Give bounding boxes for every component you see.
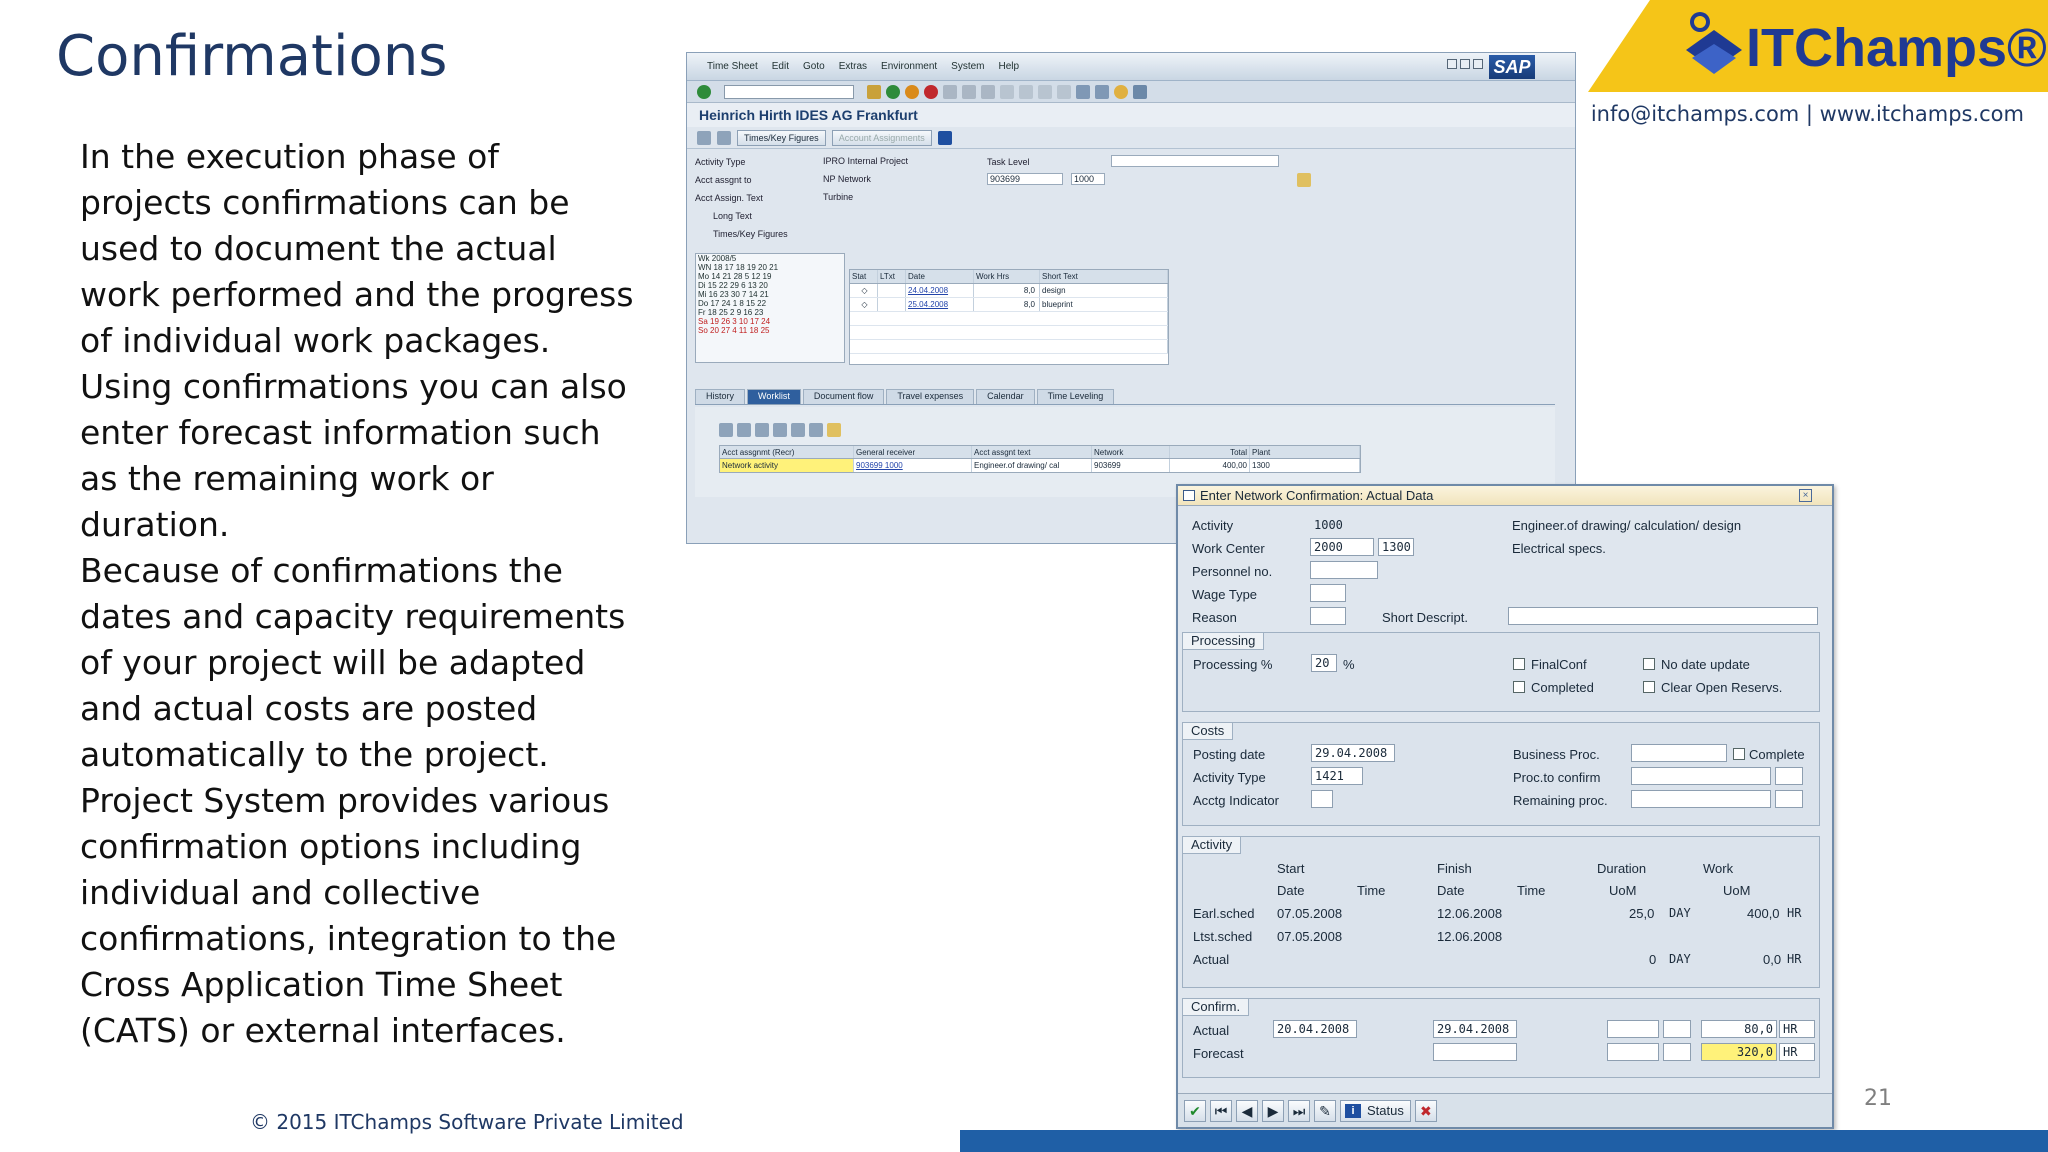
costs-group-title: Costs (1182, 722, 1233, 740)
processing-pct-label: Processing % (1193, 657, 1273, 672)
acct-assgnt-label: Acct assgnt to (695, 175, 752, 185)
grid-cell: ◇ (850, 298, 878, 311)
duration-uom-header: UoM (1609, 883, 1637, 898)
next-record-icon[interactable]: ▶ (1262, 1100, 1284, 1122)
grid-header-cell: Date (906, 270, 974, 283)
sap-logo: SAP (1489, 55, 1535, 79)
find-icon[interactable] (962, 85, 976, 99)
command-field[interactable] (724, 85, 854, 99)
worklist-cell[interactable]: 400,00 (1170, 459, 1250, 472)
wage-type-field[interactable] (1310, 584, 1346, 602)
task-level-field[interactable] (1111, 155, 1279, 167)
cost-activity-type-field[interactable]: 1421 (1311, 767, 1363, 785)
grid-cell[interactable] (850, 326, 1168, 339)
find-icon[interactable] (755, 423, 769, 437)
clear-open-reservs-label: Clear Open Reservs. (1661, 680, 1783, 695)
acctg-indicator-field[interactable] (1311, 790, 1333, 808)
completed-checkbox[interactable] (1513, 681, 1525, 693)
menu-goto[interactable]: Goto (803, 61, 825, 72)
copyright: © 2015 ITChamps Software Private Limited (250, 1110, 684, 1134)
worklist-header-cell: Acct assgnt text (972, 446, 1092, 458)
proc-to-confirm-unit-field[interactable] (1775, 767, 1803, 785)
duration-header: Duration (1597, 861, 1647, 876)
grid-header-cell: Short Text (1040, 270, 1168, 283)
activity-dates-group (1182, 836, 1820, 988)
enter-icon[interactable] (697, 85, 711, 99)
menu-help[interactable]: Help (998, 61, 1020, 72)
confirm-group (1182, 998, 1820, 1078)
earl-sched-duration: 25,0 (1629, 906, 1655, 921)
remaining-proc-field[interactable] (1631, 790, 1771, 808)
posting-date-field[interactable]: 29.04.2008 (1311, 744, 1395, 762)
grid-header-cell: Stat (850, 270, 878, 283)
worklist-cell[interactable]: 1300 (1250, 459, 1360, 472)
slide-title: Confirmations (56, 24, 448, 89)
earl-sched-work: 400,0 (1747, 906, 1780, 921)
personnel-label: Personnel no. (1192, 564, 1273, 579)
dialog-footer-toolbar (1178, 1093, 1832, 1127)
checkmark-icon[interactable]: ✔ (1184, 1100, 1206, 1122)
sap-timesheet-window (686, 52, 1576, 544)
save-icon[interactable] (867, 85, 881, 99)
grid-cell[interactable]: 24.04.2008 (906, 284, 974, 297)
previous-record-icon[interactable]: ◀ (1236, 1100, 1258, 1122)
plant-field[interactable]: 1300 (1378, 538, 1414, 556)
shortcut-icon[interactable] (1095, 85, 1109, 99)
calendar-row: Di 15 22 29 6 13 20 (698, 281, 768, 290)
grid-cell[interactable]: 8,0 (974, 284, 1040, 297)
forecast-duration-uom-field[interactable] (1663, 1043, 1691, 1061)
actual-duration-uom-field[interactable] (1663, 1020, 1691, 1038)
last-record-icon[interactable]: ⏭ (1288, 1100, 1310, 1122)
table-row[interactable] (850, 340, 1168, 354)
minimize-icon[interactable] (1447, 59, 1457, 69)
copy-icon[interactable] (717, 131, 731, 145)
dialog-title: Enter Network Confirmation: Actual Data (1200, 488, 1434, 503)
calendar-row: Sa 19 26 3 10 17 24 (698, 317, 771, 326)
forecast-finish-date-field[interactable] (1433, 1043, 1517, 1061)
acct-network-field[interactable]: 903699 (987, 173, 1063, 185)
short-descript-label: Short Descript. (1382, 610, 1468, 625)
dialog-titlebar (1178, 486, 1832, 506)
footer-bar (960, 1130, 2048, 1152)
calendar-row: So 20 27 4 11 18 25 (698, 326, 770, 335)
worklist-toolbar (719, 423, 841, 437)
print-icon[interactable] (737, 423, 751, 437)
task-level-label: Task Level (987, 157, 1030, 167)
status-button[interactable] (1340, 1100, 1411, 1122)
actual-start-date-field[interactable]: 20.04.2008 (1273, 1020, 1357, 1038)
earl-sched-duration-uom: DAY (1669, 906, 1691, 920)
grid-cell[interactable]: design (1040, 284, 1168, 297)
activity-label: Activity (1192, 518, 1234, 533)
earl-sched-start: 07.05.2008 (1277, 906, 1343, 921)
finish-time-header: Time (1517, 883, 1546, 898)
activity-value: 1000 (1314, 518, 1343, 532)
next-page-icon[interactable] (1038, 85, 1052, 99)
grid-cell: ◇ (850, 284, 878, 297)
actual-label: Actual (1193, 952, 1230, 967)
forecast-work-field[interactable]: 320,0 (1701, 1043, 1777, 1061)
worklist-header-cell: Total (1170, 446, 1250, 458)
body-paragraph-2: Using confirmations you can also enter forecast information such as the remaining work or duration. (80, 367, 627, 544)
confirm-actual-label: Actual (1193, 1023, 1230, 1038)
worklist-header-cell: Plant (1250, 446, 1360, 458)
grid-header-cell: LTxt (878, 270, 906, 283)
info-icon[interactable] (938, 131, 952, 145)
finish-header: Finish (1437, 861, 1472, 876)
help-icon[interactable] (1114, 85, 1128, 99)
actual-work: 0,0 (1763, 952, 1782, 967)
cancel-icon[interactable]: ✖ (1415, 1100, 1437, 1122)
work-center-field[interactable]: 2000 (1310, 538, 1374, 556)
processing-group-title: Processing (1182, 632, 1264, 650)
activity-type-label: Activity Type (695, 157, 746, 167)
tab-calendar[interactable]: Calendar (976, 389, 1035, 404)
actual-work-uom: HR (1787, 952, 1802, 966)
times-key-figures-link[interactable]: Times/Key Figures (713, 229, 788, 239)
account-assignments-button[interactable]: Account Assignments (832, 130, 932, 146)
tab-document-flow[interactable]: Document flow (803, 389, 885, 404)
worklist-header-cell: Network (1092, 446, 1170, 458)
start-time-header: Time (1357, 883, 1386, 898)
table-row[interactable] (850, 298, 1168, 312)
worklist-header-cell: Acct assgnmt (Recr) (720, 446, 854, 458)
prev-page-icon[interactable] (1019, 85, 1033, 99)
worklist-cell[interactable]: Network activity (720, 459, 854, 472)
edit-icon[interactable]: ✎ (1314, 1100, 1336, 1122)
table-row[interactable] (719, 459, 1361, 473)
worklist-cell[interactable]: 903699 1000 (854, 459, 972, 472)
network-confirmation-dialog (1176, 484, 1834, 1129)
proc-to-confirm-field[interactable] (1631, 767, 1771, 785)
sap-tabstrip (695, 389, 1555, 405)
tab-history[interactable]: History (695, 389, 745, 404)
completed-label: Completed (1531, 680, 1594, 695)
print-icon[interactable] (943, 85, 957, 99)
processing-group (1182, 632, 1820, 712)
arrow-right-icon[interactable] (1297, 173, 1311, 187)
tab-worklist[interactable]: Worklist (747, 389, 801, 404)
business-proc-field[interactable] (1631, 744, 1727, 762)
short-descript-field[interactable] (1508, 607, 1818, 625)
close-icon[interactable]: × (1799, 489, 1812, 502)
grid-cell[interactable]: 8,0 (974, 298, 1040, 311)
svg-text:ITChamps®: ITChamps® (1746, 18, 2047, 78)
earl-sched-finish: 12.06.2008 (1437, 906, 1503, 921)
worklist-header (719, 445, 1361, 459)
table-row[interactable] (850, 326, 1168, 340)
forecast-duration-field[interactable] (1607, 1043, 1659, 1061)
page-number: 21 (1864, 1086, 1892, 1111)
ltst-sched-start: 07.05.2008 (1277, 929, 1343, 944)
maximize-icon[interactable] (1460, 59, 1470, 69)
back-icon[interactable] (886, 85, 900, 99)
close-icon[interactable] (1473, 59, 1483, 69)
calendar-row: Mo 14 21 28 5 12 19 (698, 272, 772, 281)
slide-body (80, 134, 640, 1054)
clear-open-reservs-checkbox[interactable] (1643, 681, 1655, 693)
dialog-icon (1183, 490, 1195, 501)
first-page-icon[interactable] (1000, 85, 1014, 99)
sap-header-form (687, 149, 1575, 269)
first-record-icon[interactable]: ⏮ (1210, 1100, 1232, 1122)
actual-duration-field[interactable] (1607, 1020, 1659, 1038)
posting-date-label: Posting date (1193, 747, 1266, 762)
times-key-figures-button[interactable]: Times/Key Figures (737, 130, 826, 146)
finish-date-header: Date (1437, 883, 1465, 898)
actual-finish-date-field[interactable]: 29.04.2008 (1433, 1020, 1517, 1038)
menu-edit[interactable]: Edit (771, 61, 789, 72)
calendar-row: Mi 16 23 30 7 14 21 (698, 290, 769, 299)
business-proc-label: Business Proc. (1513, 747, 1600, 762)
activity-description: Engineer.of drawing/ calculation/ design (1512, 518, 1742, 533)
acct-activity-field[interactable]: 1000 (1071, 173, 1105, 185)
work-center-description: Electrical specs. (1512, 541, 1606, 556)
adopt-icon[interactable] (827, 423, 841, 437)
time-entry-grid (849, 269, 1169, 365)
grid-cell[interactable] (850, 340, 1168, 353)
menu-time-sheet[interactable]: Time Sheet (707, 61, 758, 72)
details-icon[interactable] (719, 423, 733, 437)
note-icon[interactable] (878, 298, 906, 311)
start-date-header: Date (1277, 883, 1305, 898)
start-header: Start (1277, 861, 1305, 876)
ltst-sched-label: Ltst.sched (1193, 929, 1253, 944)
last-page-icon[interactable] (1057, 85, 1071, 99)
no-date-update-label: No date update (1661, 657, 1750, 672)
acct-assgnt-value[interactable]: NP Network (823, 174, 871, 184)
sap-application-toolbar (687, 127, 1575, 149)
worklist-cell[interactable]: Engineer.of drawing/ cal (972, 459, 1092, 472)
menu-environment[interactable]: Environment (881, 61, 938, 72)
calendar-row: Fr 18 25 2 9 16 23 (698, 308, 764, 317)
earl-sched-work-uom: HR (1787, 906, 1802, 920)
note-icon[interactable] (878, 284, 906, 297)
tab-travel-expenses[interactable]: Travel expenses (886, 389, 974, 404)
actual-duration: 0 (1649, 952, 1657, 967)
worklist-cell[interactable]: 903699 (1092, 459, 1170, 472)
percent-unit: % (1343, 657, 1355, 672)
grid-cell[interactable]: blueprint (1040, 298, 1168, 311)
finalconf-checkbox[interactable] (1513, 658, 1525, 670)
grid-cell[interactable] (850, 312, 1168, 325)
worklist-header-cell: General receiver (854, 446, 972, 458)
earl-sched-label: Earl.sched (1193, 906, 1255, 921)
sap-standard-toolbar (687, 81, 1575, 103)
work-header: Work (1703, 861, 1734, 876)
week-calendar[interactable] (695, 253, 845, 363)
cost-activity-type-label: Activity Type (1193, 770, 1266, 785)
reason-field[interactable] (1310, 607, 1346, 625)
body-paragraph-4: Project System provides various confirmation options including individual and collective confirmations, integration to the Cross Application Time Sheet (CATS) or external interfaces. (80, 781, 617, 1050)
calendar-row: WN 18 17 18 19 20 21 (698, 263, 779, 272)
find-next-icon[interactable] (981, 85, 995, 99)
activity-type-value[interactable]: IPRO Internal Project (823, 156, 909, 166)
finalconf-label: FinalConf (1531, 657, 1587, 672)
actual-duration-uom: DAY (1669, 952, 1691, 966)
long-text-link[interactable]: Long Text (713, 211, 752, 221)
sap-menubar (687, 53, 1575, 81)
new-session-icon[interactable] (1076, 85, 1090, 99)
sort-icon[interactable] (773, 423, 787, 437)
calendar-row: Wk 2008/5 (698, 254, 737, 263)
remaining-proc-unit-field[interactable] (1775, 790, 1803, 808)
layout-icon[interactable] (1133, 85, 1147, 99)
table-row[interactable] (850, 312, 1168, 326)
menu-extras[interactable]: Extras (838, 61, 868, 72)
actual-work-uom-field[interactable]: HR (1779, 1020, 1815, 1038)
contact-info: info@itchamps.com | www.itchamps.com (1590, 102, 2024, 126)
itchamps-logo (1588, 0, 2048, 92)
wage-type-label: Wage Type (1192, 587, 1258, 602)
remaining-proc-label: Remaining proc. (1513, 793, 1608, 808)
grid-header-cell: Work Hrs (974, 270, 1040, 283)
acct-text-value: Turbine (823, 192, 854, 202)
processing-pct-field[interactable]: 20 (1311, 654, 1337, 672)
costs-group (1182, 722, 1820, 826)
grid-cell[interactable]: 25.04.2008 (906, 298, 974, 311)
calendar-row: Do 17 24 1 8 15 22 (698, 299, 767, 308)
ltst-sched-finish: 12.06.2008 (1437, 929, 1503, 944)
cancel-icon[interactable] (924, 85, 938, 99)
work-uom-header: UoM (1723, 883, 1751, 898)
proc-to-confirm-label: Proc.to confirm (1513, 770, 1601, 785)
acct-text-label: Acct Assign. Text (695, 193, 763, 203)
confirm-group-title: Confirm. (1182, 998, 1249, 1016)
activity-group-title: Activity (1182, 836, 1241, 854)
sap-screen-title: Heinrich Hirth IDES AG Frankfurt (687, 103, 1575, 127)
forecast-work-uom-field[interactable]: HR (1779, 1043, 1815, 1061)
window-controls (1447, 59, 1483, 69)
exit-icon[interactable] (905, 85, 919, 99)
no-date-update-checkbox[interactable] (1643, 658, 1655, 670)
body-paragraph-3: Because of confirmations the dates and capacity requirements of your project will be adapted and actual costs are posted automatically to the project. (80, 551, 626, 774)
work-center-label: Work Center (1192, 541, 1265, 556)
info-icon: i (1345, 1104, 1361, 1118)
acctg-indicator-label: Acctg Indicator (1193, 793, 1279, 808)
personnel-field[interactable] (1310, 561, 1378, 579)
confirm-forecast-label: Forecast (1193, 1046, 1244, 1061)
pencil-icon[interactable] (697, 131, 711, 145)
complete-label: Complete (1749, 747, 1805, 762)
menu-system[interactable]: System (951, 61, 985, 72)
filter-icon[interactable] (791, 423, 805, 437)
table-row[interactable] (850, 284, 1168, 298)
grid-header (850, 270, 1168, 284)
layout-icon[interactable] (809, 423, 823, 437)
body-paragraph-1: In the execution phase of projects confirmations can be used to document the actual work performed and the progress of individual work packages. (80, 137, 634, 360)
reason-label: Reason (1192, 610, 1237, 625)
actual-work-field[interactable]: 80,0 (1701, 1020, 1777, 1038)
status-button-label: Status (1367, 1102, 1404, 1118)
complete-checkbox[interactable] (1733, 748, 1745, 760)
tab-time-leveling[interactable]: Time Leveling (1037, 389, 1115, 404)
